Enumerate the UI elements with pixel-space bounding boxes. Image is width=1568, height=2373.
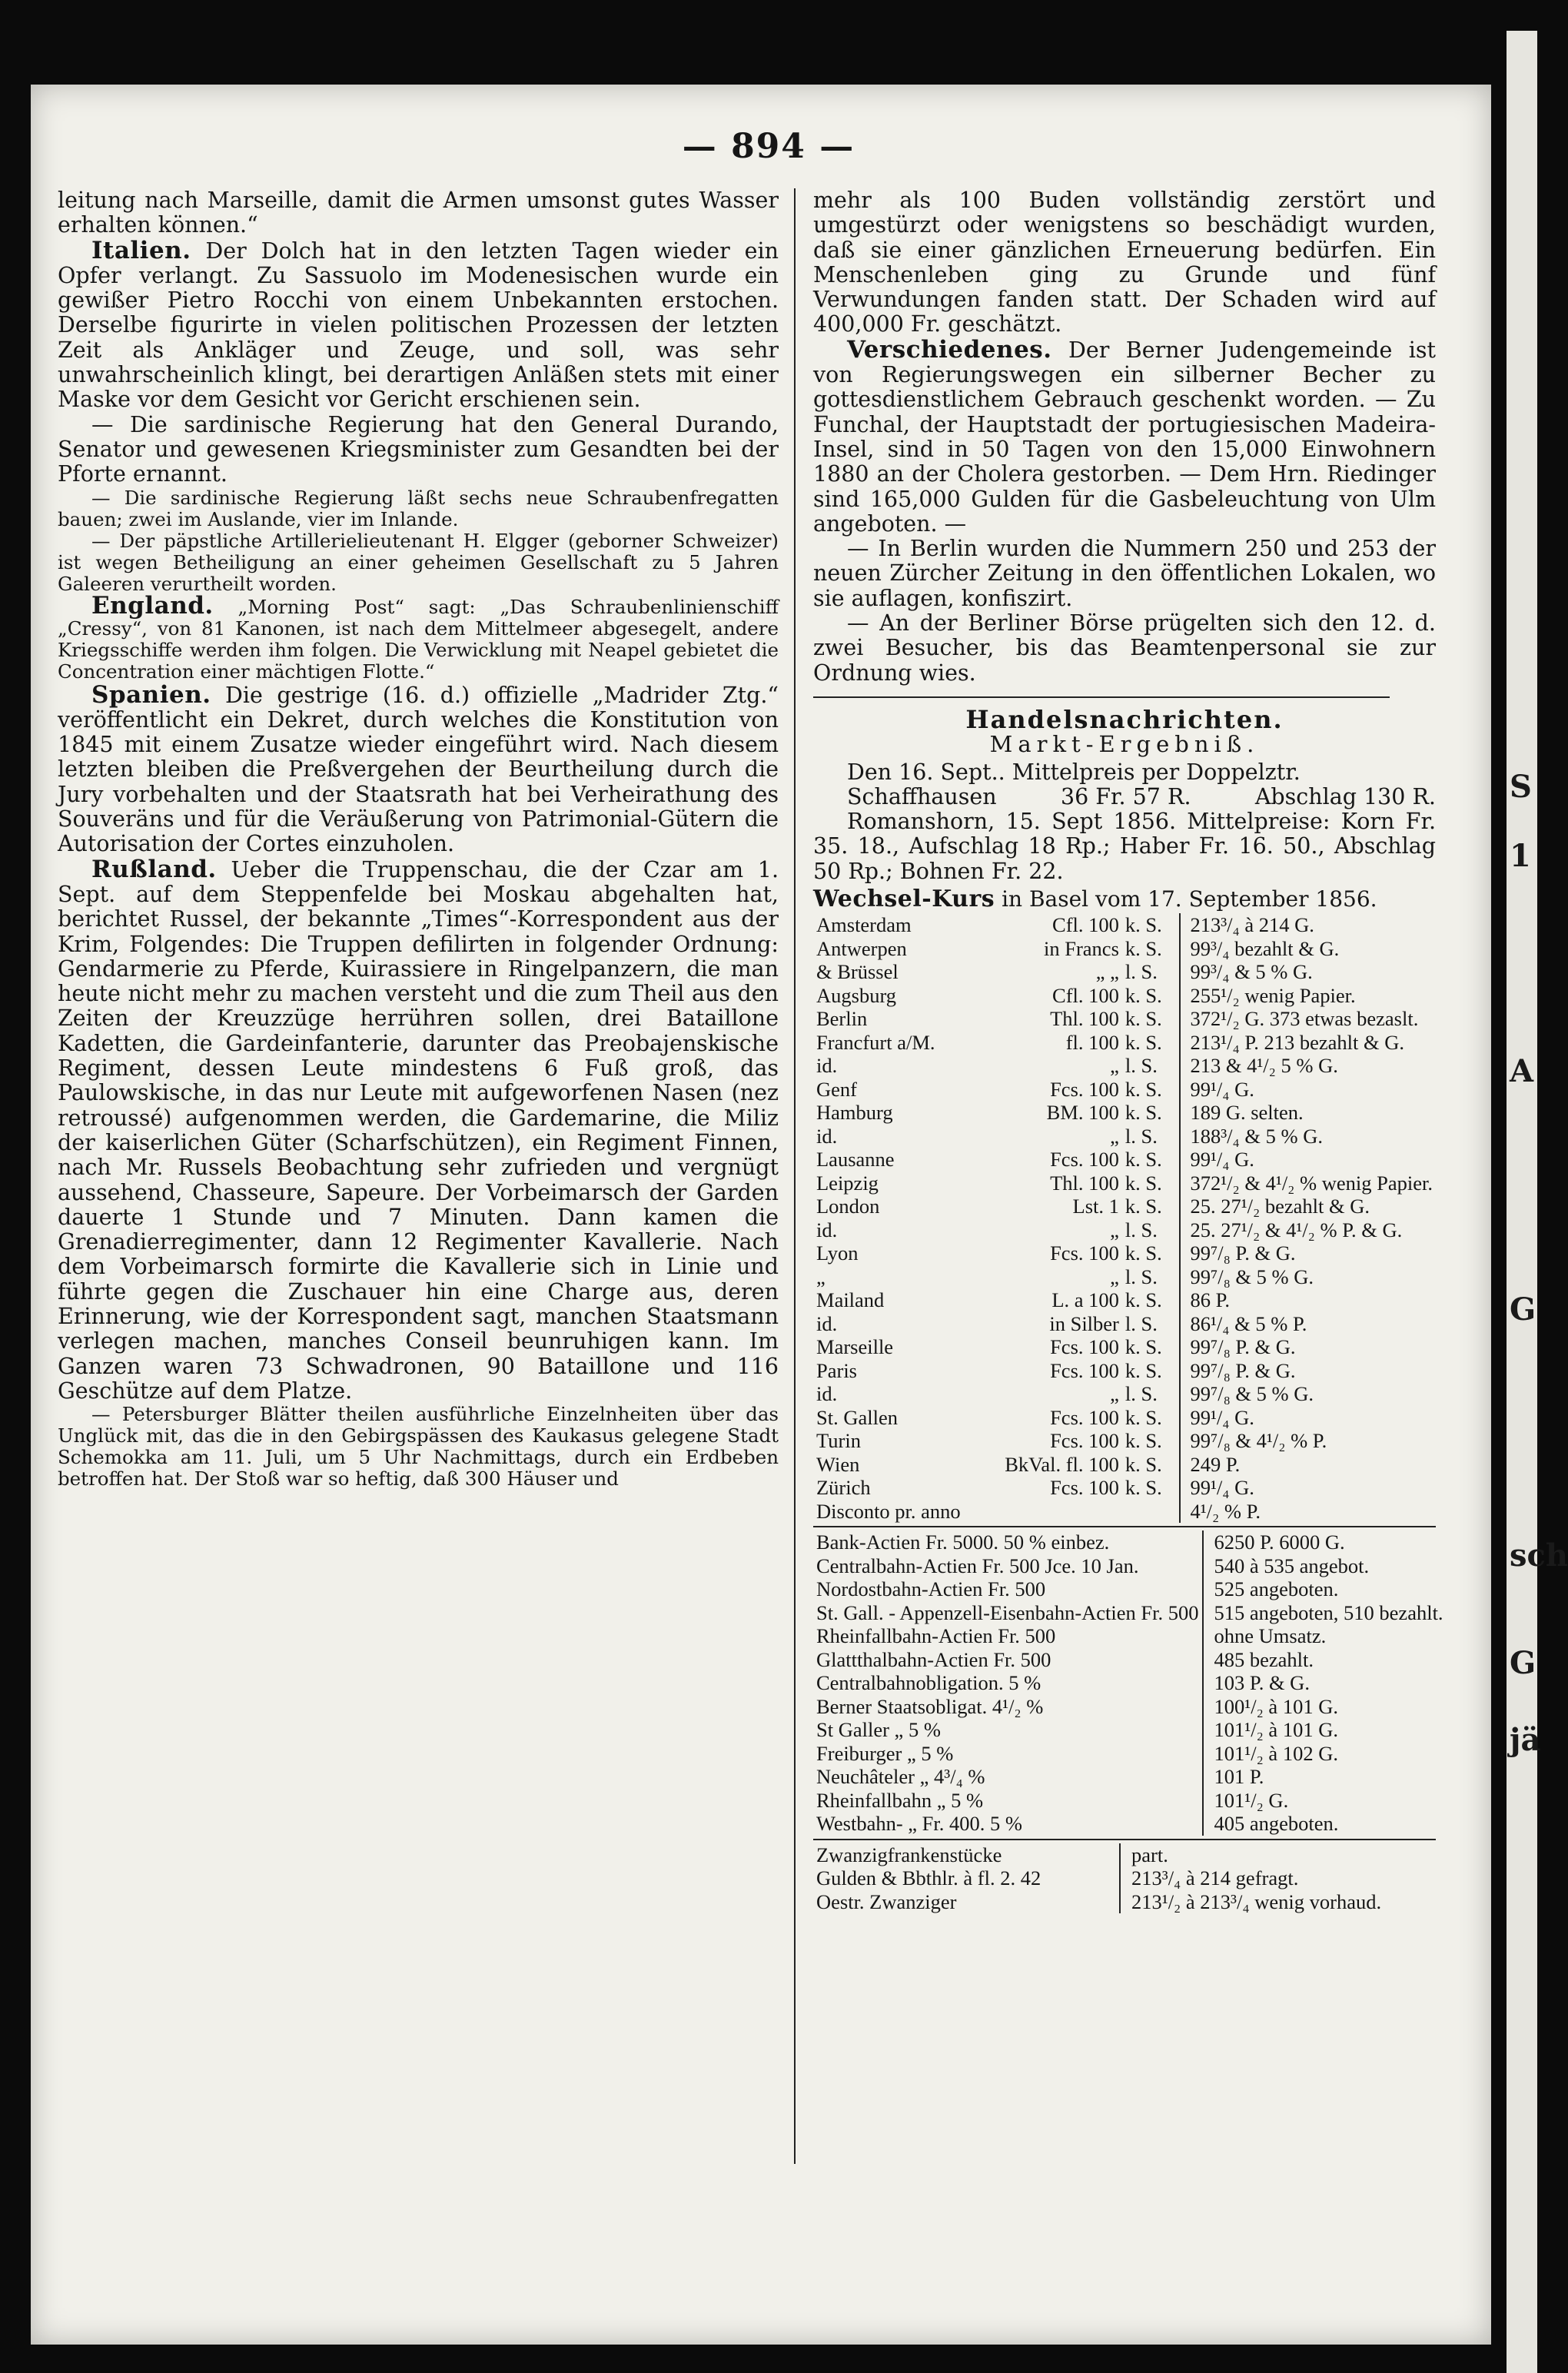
exchange-currency: Fcs. 100 — [1050, 1476, 1119, 1500]
wechsel-kurs-title: Wechsel-Kurs in Basel vom 17. September 1856. — [813, 886, 1377, 913]
shares-table — [813, 1530, 1447, 1836]
table-row — [813, 1382, 1436, 1406]
table-rule — [813, 1839, 1436, 1840]
security-name: Gulden & Bbthlr. à fl. 2. 42 — [813, 1866, 1120, 1890]
article-berliner-boerse: — An der Berliner Börse prügelten sich den 12. d. zwei Besucher, bis das Beamtenpersonal sie zur Ordnung wies. — [813, 610, 1436, 686]
table-row — [813, 1265, 1436, 1289]
table-row — [813, 1054, 1436, 1078]
security-quote: 101¹/₂ G. — [1214, 1788, 1289, 1812]
exchange-value: 99¹/₄ G. — [1190, 1405, 1254, 1429]
table-row — [813, 1125, 1436, 1148]
security-name: Zwanzigfrankenstücke — [813, 1843, 1120, 1867]
exchange-term: k. S. — [1122, 1101, 1181, 1125]
security-quote: 213³/₄ à 214 gefragt. — [1131, 1866, 1299, 1890]
exchange-term: l. S. — [1122, 960, 1181, 984]
exchange-term: k. S. — [1122, 1241, 1181, 1265]
section-heading: Verschiedenes. — [847, 335, 1052, 364]
security-name: Berner Staatsobligat. 4¹/₂ % — [813, 1695, 1203, 1719]
exchange-value: 249 P. — [1190, 1452, 1241, 1476]
table-row — [813, 1195, 1436, 1218]
security-name: Freiburger „ 5 % — [813, 1742, 1203, 1766]
security-quote: 101¹/₂ à 101 G. — [1214, 1718, 1338, 1742]
exchange-place: Antwerpen — [816, 936, 907, 960]
table-rule — [813, 1526, 1436, 1527]
security-name: Westbahn- „ Fr. 400. 5 % — [813, 1812, 1203, 1836]
exchange-value: 99⁷/₈ P. & G. — [1190, 1335, 1296, 1359]
exchange-place: London — [816, 1195, 880, 1218]
section-heading: Rußland. — [91, 855, 217, 883]
article-elgger: — Der päpstliche Artillerielieutenant H. Elgger (geborner Schweizer) ist wegen Betheiligung an einer geheimen Gesellschaft zu 5 Jahren Galeeren verurtheilt worden. — [58, 529, 779, 595]
table-row — [813, 1241, 1436, 1265]
exchange-place: Wien — [816, 1452, 860, 1476]
section-heading: Italien. — [91, 236, 191, 264]
section-heading: Spanien. — [91, 680, 211, 709]
article-sardinien-gesandter: — Die sardinische Regierung hat den General Durando, Senator und gewesenen Kriegsminister zum Gesandten bei der Pforte ernannt. — [58, 411, 779, 487]
exchange-term: l. S. — [1122, 1382, 1181, 1406]
exchange-value: 99¹/₄ G. — [1190, 1476, 1254, 1500]
exchange-place: Turin — [816, 1429, 861, 1453]
security-name: Rheinfallbahn-Actien Fr. 500 — [813, 1624, 1203, 1648]
security-name: Nordostbahn-Actien Fr. 500 — [813, 1577, 1203, 1601]
exchange-place: Paris — [816, 1358, 857, 1382]
exchange-currency: „ — [1110, 1218, 1119, 1241]
exchange-value: 99¹/₄ G. — [1190, 1077, 1254, 1101]
market-change: Abschlag 130 R. — [1254, 783, 1436, 809]
table-row — [813, 913, 1436, 937]
table-row — [813, 1601, 1447, 1625]
exchange-term: k. S. — [1122, 1288, 1181, 1312]
security-quote: 101 P. — [1214, 1765, 1264, 1789]
exchange-value: 213³/₄ à 214 G. — [1190, 913, 1314, 937]
article-england: England. „Morning Post“ sagt: „Das Schraubenlinienschiff „Cressy“, von 81 Kanonen, ist nach dem Mittelmeer abgesegelt, andere Kriegsschiffe werden ihm folgen. Die Verwicklung mit Neapel gebietet die Concentration einer mächtigen Flotte.“ — [58, 591, 779, 683]
security-name: St Galler „ 5 % — [813, 1718, 1203, 1742]
exchange-place: Leipzig — [816, 1171, 879, 1195]
table-row — [813, 1406, 1436, 1430]
exchange-value: 99⁷/₈ P. & G. — [1190, 1241, 1296, 1265]
exchange-place: Francfurt a/M. — [816, 1030, 935, 1054]
exchange-place: id. — [816, 1311, 838, 1335]
security-name: Centralbahnobligation. 5 % — [813, 1671, 1203, 1695]
next-page-fragment: A — [1510, 1053, 1534, 1089]
exchange-value: 188³/₄ & 5 % G. — [1190, 1124, 1323, 1148]
table-row — [813, 1476, 1436, 1500]
table-row — [813, 1648, 1447, 1672]
security-quote: ohne Umsatz. — [1214, 1624, 1327, 1648]
exchange-place: Augsburg — [816, 983, 897, 1007]
table-row — [813, 1031, 1436, 1055]
exchange-currency: Fcs. 100 — [1050, 1148, 1119, 1172]
exchange-term: k. S. — [1122, 1078, 1181, 1102]
security-name: Rheinfallbahn „ 5 % — [813, 1789, 1203, 1813]
exchange-place: St. Gallen — [816, 1405, 898, 1429]
table-row — [813, 1429, 1436, 1453]
exchange-term: k. S. — [1122, 984, 1181, 1008]
handelsnachrichten-title: Handelsnachrichten. — [965, 704, 1284, 734]
section-heading: England. — [91, 591, 214, 620]
exchange-place: & Brüssel — [816, 960, 899, 984]
security-name: St. Gall. - Appenzell-Eisenbahn-Actien Fr. 500 — [813, 1601, 1203, 1625]
exchange-value: 99⁷/₈ & 5 % G. — [1190, 1265, 1314, 1288]
markt-date-line: Den 16. Sept.. Mittelpreis per Doppelztr. — [847, 759, 1301, 785]
exchange-term: k. S. — [1122, 913, 1181, 937]
security-quote: 6250 P. 6000 G. — [1214, 1530, 1345, 1554]
table-row — [813, 1789, 1447, 1813]
exchange-value: 213 & 4¹/₂ 5 % G. — [1190, 1054, 1338, 1078]
exchange-place: Lyon — [816, 1241, 859, 1265]
right-column — [813, 188, 1443, 1913]
exchange-value: 99¹/₄ G. — [1190, 1148, 1254, 1172]
exchange-place: Amsterdam — [816, 913, 912, 937]
exchange-value: 86¹/₄ & 5 % P. — [1190, 1311, 1307, 1335]
security-quote: 100¹/₂ à 101 G. — [1214, 1694, 1338, 1718]
coins-table — [813, 1843, 1436, 1914]
exchange-term: k. S. — [1122, 1007, 1181, 1031]
exchange-term: k. S. — [1122, 937, 1181, 961]
exchange-value: 372¹/₂ G. 373 etwas bezaslt. — [1190, 1007, 1419, 1031]
security-name: Oestr. Zwanziger — [813, 1890, 1120, 1914]
exchange-place: Hamburg — [816, 1101, 893, 1125]
table-row — [813, 1335, 1436, 1359]
table-row — [813, 1078, 1436, 1102]
exchange-currency: Cfl. 100 — [1052, 913, 1119, 937]
table-row — [813, 960, 1436, 984]
table-row — [813, 1554, 1447, 1578]
exchange-term: l. S. — [1122, 1218, 1181, 1242]
table-row — [813, 984, 1436, 1008]
table-row — [813, 1148, 1436, 1172]
exchange-value: 99³/₄ bezahlt & G. — [1190, 936, 1340, 960]
exchange-currency: Fcs. 100 — [1050, 1335, 1119, 1359]
schaffhausen-row — [813, 785, 1436, 809]
table-row — [813, 1812, 1447, 1836]
exchange-currency: Thl. 100 — [1050, 1171, 1119, 1195]
security-quote: 525 angeboten. — [1214, 1577, 1339, 1601]
exchange-currency: Cfl. 100 — [1052, 983, 1119, 1007]
exchange-term: k. S. — [1122, 1195, 1181, 1218]
exchange-value: 86 P. — [1190, 1288, 1231, 1312]
exchange-place: Lausanne — [816, 1148, 895, 1172]
exchange-currency: „ — [1110, 1124, 1119, 1148]
table-row — [813, 1218, 1436, 1242]
exchange-term: k. S. — [1122, 1148, 1181, 1172]
table-row — [813, 1453, 1436, 1477]
exchange-term: l. S. — [1122, 1312, 1181, 1336]
next-page-fragment: jä — [1510, 1722, 1541, 1758]
table-row — [813, 1866, 1436, 1890]
security-quote: 213¹/₂ à 213³/₄ wenig vorhaud. — [1131, 1889, 1382, 1913]
exchange-currency: fl. 100 — [1065, 1030, 1119, 1054]
article-italien: Italien. Der Dolch hat in den letzten Tagen wieder ein Opfer verlangt. Zu Sassuolo im Modenesischen wurde ein gewißer Pietro Rocchi von einem Unbekannten erstochen. Derselbe figurirte in vielen politischen Prozessen der letzten Zeit als Ankläger und Zeuge, und soll, was sehr unwahrscheinlich klingt, bei derartigen Anläßen stets mit einer Maske vor dem Gesicht vor Gericht erschienen sein. — [58, 236, 779, 413]
exchange-term: l. S. — [1122, 1125, 1181, 1148]
exchange-currency: „ — [1110, 1382, 1119, 1406]
exchange-term: k. S. — [1122, 1406, 1181, 1430]
exchange-value: 99⁷/₈ & 4¹/₂ % P. — [1190, 1429, 1327, 1453]
exchange-value: 255¹/₂ wenig Papier. — [1190, 983, 1356, 1007]
exchange-currency: BkVal. fl. 100 — [1005, 1452, 1119, 1476]
article-verschiedenes: Verschiedenes. Der Berner Judengemeinde ist von Regierungswegen ein silberner Becher zu gottesdienstlichem Gebrauch geschenkt worden. — Zu Funchal, der Hauptstadt der portugiesischen Madeira-Insel, sind in 50 Tagen von den 15,000 Einwohnern 1880 an der Cholera gestorben. — Dem Hrn. Riedinger sind 165,000 Gulden für die Gasbeleuchtung von Ulm angeboten. — — [813, 335, 1436, 537]
markt-ergebnis-subtitle: Markt-Ergebniß. — [989, 731, 1260, 758]
exchange-currency: „ — [1110, 1054, 1119, 1078]
exchange-place: „ — [816, 1265, 826, 1288]
exchange-place: id. — [816, 1382, 838, 1406]
table-row — [813, 1530, 1447, 1554]
left-column — [58, 188, 779, 1490]
table-row — [813, 937, 1436, 961]
exchange-currency: in Silber — [1049, 1311, 1119, 1335]
table-row — [813, 1288, 1436, 1312]
exchange-place: id. — [816, 1054, 838, 1078]
table-row — [813, 1172, 1436, 1195]
table-row — [813, 1624, 1447, 1648]
table-row — [813, 1765, 1447, 1789]
romanshorn-report: Romanshorn, 15. Sept 1856. Mittelpreise: Korn Fr. 35. 18., Aufschlag 18 Rp.; Haber Fr. 16. 50., Abschlag 50 Rp.; Bohnen Fr. 22. — [813, 809, 1436, 884]
table-row — [813, 1742, 1447, 1766]
exchange-term: k. S. — [1122, 1476, 1181, 1500]
next-page-fragment: sch — [1510, 1537, 1568, 1574]
table-row — [813, 1500, 1436, 1524]
exchange-place: Genf — [816, 1077, 857, 1101]
exchange-currency: „ „ — [1095, 960, 1119, 984]
exchange-value: 99⁷/₈ P. & G. — [1190, 1358, 1296, 1382]
security-quote: part. — [1131, 1843, 1168, 1866]
exchange-place: Marseille — [816, 1335, 894, 1359]
exchange-currency: Fcs. 100 — [1050, 1077, 1119, 1101]
security-name: Neuchâteler „ 4³/₄ % — [813, 1765, 1203, 1789]
table-row — [813, 1843, 1436, 1867]
page-number: — 894 — — [682, 127, 855, 166]
exchange-place: Mailand — [816, 1288, 885, 1312]
table-row — [813, 1890, 1436, 1914]
article-russland: Rußland. Ueber die Truppenschau, die der Czar am 1. Sept. auf dem Steppenfelde bei Moskau abgehalten hat, berichtet Russel, der bekannte „Times“-Korrespondent aus der Krim, Folgendes: Die Truppen defilirten in folgender Ordnung: Gendarmerie zu Pferde, Kuirassiere in Ringelpanzern, die man heute nicht mehr zu machen versteht und die zum Theil aus den Zeiten der Kreuzzüge herrühren sollen, drei Bataillone Kadetten, die Gardeinfanterie, darunter das Preobajenskische Regiment, dessen Leute mindestens 6 Fuß groß, das Paulowskische, in das nur Leute mit aufgeworfenen Nasen (nez retroussé) aufgenommen werden, die Gardemarine, die Miliz der kaiserlichen Güter (Scharfschützen), ein Regiment Finnen, nach Mr. Russels Beobachtung sehr zufrieden und vergnügt aussehend, Chasseure, Sapeure. Der Vorbeimarsch der Garden dauerte 1 Stunde und 7 Minuten. Dann kamen die Grenadierregimenter, dann 12 Regimenter Kavallerie. Nach dem Vorbeimarsch formirte die Kavallerie sich in Linie und führte gegen die Zuschauer hin eine Charge aus, deren Erinnerung, wie der Korrespondent sagt, manchen Staatsmann verlegen machen, manches Conseil beunruhigen kann. Im Ganzen waren 73 Schwadronen, 90 Bataillone und 116 Geschütze auf dem Platze. — [58, 855, 779, 1404]
table-row — [813, 1695, 1447, 1719]
exchange-currency: Thl. 100 — [1050, 1007, 1119, 1031]
exchange-currency: Fcs. 100 — [1050, 1405, 1119, 1429]
exchange-term — [1122, 1500, 1181, 1524]
table-row — [813, 1359, 1436, 1383]
exchange-place: id. — [816, 1218, 838, 1241]
adjacent-page-strip — [1507, 31, 1568, 2373]
exchange-place: Berlin — [816, 1007, 868, 1031]
exchange-currency: L. a 100 — [1051, 1288, 1119, 1312]
table-row — [813, 1007, 1436, 1031]
next-page-fragment: G — [1510, 1291, 1536, 1328]
exchange-value: 25. 27¹/₂ & 4¹/₂ % P. & G. — [1190, 1218, 1403, 1241]
exchange-currency: Fcs. 100 — [1050, 1358, 1119, 1382]
security-quote: 540 à 535 angebot. — [1214, 1554, 1370, 1577]
exchange-value: 189 G. selten. — [1190, 1101, 1304, 1125]
exchange-currency: Fcs. 100 — [1050, 1429, 1119, 1453]
security-name: Bank-Actien Fr. 5000. 50 % einbez. — [813, 1530, 1203, 1554]
next-page-fragment: 1 — [1510, 838, 1531, 874]
security-name: Centralbahn-Actien Fr. 500 Jce. 10 Jan. — [813, 1554, 1203, 1578]
exchange-currency: BM. 100 — [1046, 1101, 1119, 1125]
exchange-value: 99³/₄ & 5 % G. — [1190, 960, 1313, 984]
article-berlin-zeitung: — In Berlin wurden die Nummern 250 und 253 der neuen Zürcher Zeitung in den öffentlichen Lokalen, wo sie auflagen, konfiszirt. — [813, 536, 1436, 611]
exchange-term: k. S. — [1122, 1453, 1181, 1477]
table-row — [813, 1101, 1436, 1125]
security-quote: 101¹/₂ à 102 G. — [1214, 1741, 1338, 1765]
next-page-fragment: G — [1510, 1645, 1536, 1681]
article-sardinien-fregatten: — Die sardinische Regierung läßt sechs neue Schraubenfregatten bauen; zwei im Auslande, vier im Inlande. — [58, 486, 779, 530]
exchange-value: 4¹/₂ % P. — [1190, 1499, 1261, 1523]
exchange-rate-table — [813, 913, 1436, 1523]
exchange-term: k. S. — [1122, 1172, 1181, 1195]
table-row — [813, 1718, 1447, 1742]
security-name: Glattthalbahn-Actien Fr. 500 — [813, 1648, 1203, 1672]
exchange-currency: Fcs. 100 — [1050, 1241, 1119, 1265]
exchange-place: Disconto pr. anno — [816, 1499, 961, 1523]
market-place: Schaffhausen — [847, 783, 997, 809]
exchange-term: l. S. — [1122, 1054, 1181, 1078]
exchange-term: k. S. — [1122, 1429, 1181, 1453]
table-row — [813, 1312, 1436, 1336]
exchange-term: k. S. — [1122, 1359, 1181, 1383]
exchange-term: l. S. — [1122, 1265, 1181, 1289]
article-spanien: Spanien. Die gestrige (16. d.) offizielle „Madrider Ztg.“ veröffentlicht ein Dekret, durch welches die Konstitution von 1845 mit einem Zusatze wieder eingeführt wird. Nach diesem letzten bleiben die Preßvergehen der Beurtheilung durch die Jury vorbehalten und der Staatsrath hat bei Verheirathung des Souveräns und für die Veräußerung von Patrimonial-Gütern die Autorisation der Cortes einzuholen. — [58, 680, 779, 857]
market-price: 36 Fr. 57 R. — [1060, 783, 1191, 809]
exchange-currency: „ — [1110, 1265, 1119, 1288]
section-rule — [813, 696, 1390, 698]
exchange-term: k. S. — [1122, 1335, 1181, 1359]
exchange-value: 99⁷/₈ & 5 % G. — [1190, 1382, 1314, 1406]
security-quote: 485 bezahlt. — [1214, 1647, 1314, 1671]
security-quote: 103 P. & G. — [1214, 1671, 1310, 1695]
exchange-value: 25. 27¹/₂ bezahlt & G. — [1190, 1195, 1370, 1218]
article-marseille: leitung nach Marseille, damit die Armen umsonst gutes Wasser erhalten können.“ — [58, 188, 779, 238]
exchange-currency: Lst. 1 — [1072, 1195, 1119, 1218]
exchange-place: Zürich — [816, 1476, 871, 1500]
exchange-place: id. — [816, 1124, 838, 1148]
exchange-value: 213¹/₄ P. 213 bezahlt & G. — [1190, 1030, 1404, 1054]
article-erdbeben-fortsetzung: mehr als 100 Buden vollständig zerstört und umgestürzt oder wenigstens so beschädigt wurden, daß sie einer gänzlichen Erneuerung bedürfen. Ein Menschenleben ging zu Grunde und fünf Verwundungen fanden statt. Der Schaden wird auf 400,000 Fr. geschätzt. — [813, 188, 1436, 337]
table-row — [813, 1671, 1447, 1695]
security-quote: 515 angeboten, 510 bezahlt. — [1214, 1600, 1443, 1624]
article-kaukasus: — Petersburger Blätter theilen ausführliche Einzelnheiten über das Unglück mit, das die in den Gebirgspässen des Kaukasus gelegene Stadt Schemokka am 11. Juli, um 5 Uhr Nachmittags, durch ein Erdbeben betroffen hat. Der Stoß war so heftig, daß 300 Häuser und — [58, 1403, 779, 1491]
table-row — [813, 1577, 1447, 1601]
security-quote: 405 angeboten. — [1214, 1812, 1339, 1836]
next-page-fragment: S — [1510, 769, 1532, 805]
exchange-term: k. S. — [1122, 1031, 1181, 1055]
exchange-currency: in Francs — [1044, 936, 1119, 960]
column-divider — [794, 188, 796, 2164]
exchange-value: 372¹/₂ & 4¹/₂ % wenig Papier. — [1190, 1171, 1433, 1195]
exchange-currency — [965, 1500, 1122, 1524]
